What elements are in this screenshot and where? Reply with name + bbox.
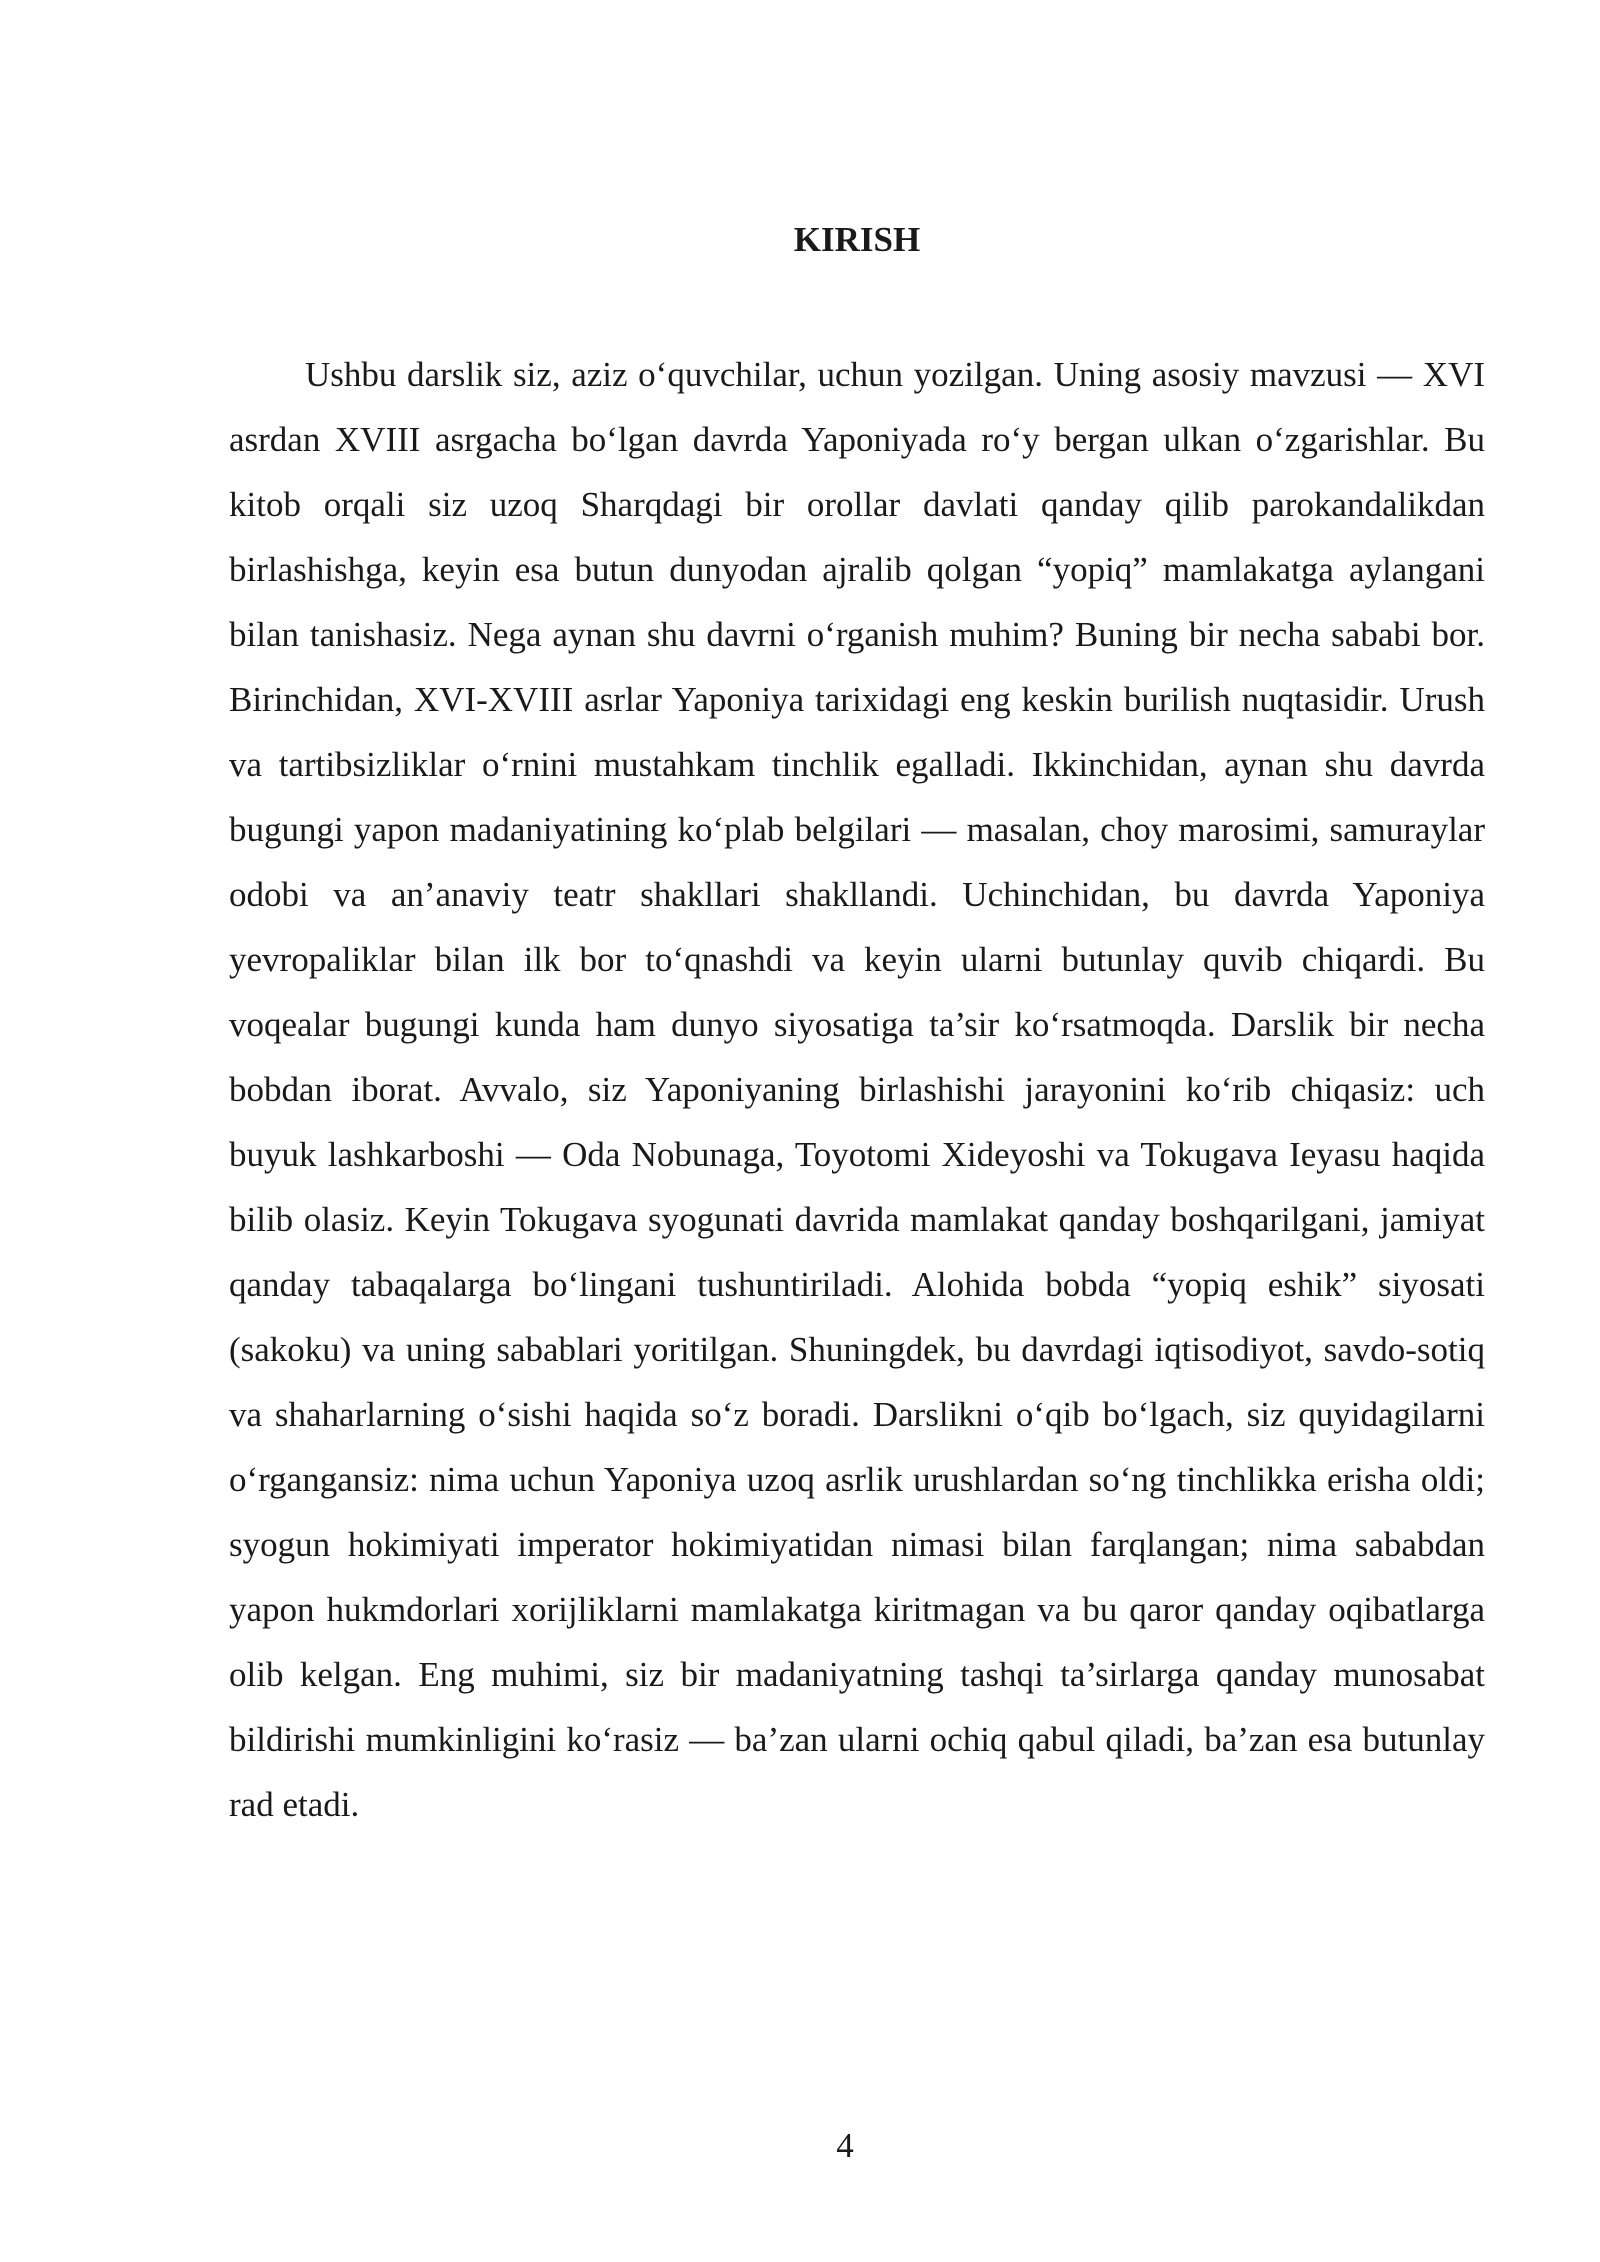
page-title: KIRISH bbox=[793, 220, 921, 259]
page-number: 4 bbox=[836, 2126, 854, 2165]
body-paragraph: Ushbu darslik siz, aziz o‘quvchilar, uchun yozilgan. Uning asosiy mavzusi — XVI asrdan XVIII asrgacha bo‘lgan davrda Yaponiyada ro‘y bergan ulkan o‘zgarishlar. Bu kitob orqali siz uzoq Sharqdagi bir orollar davlati qanday qilib parokandalikdan birlashishga, keyin esa butun dunyodan ajralib qolgan “yopiq” mamlakatga aylangani bilan tanishasiz. Nega aynan shu davrni o‘rganish muhim? Buning bir necha sababi bor. Birinchidan, XVI-XVIII asrlar Yaponiya tarixidagi eng keskin burilish nuqtasidir. Urush va tartibsizliklar o‘rnini mustahkam tinchlik egalladi. Ikkinchidan, aynan shu davrda bugungi yapon madaniyatining ko‘plab belgilari — masalan, choy marosimi, samuraylar odobi va an’anaviy teatr shakllari shakllandi. Uchinchidan, bu davrda Yaponiya yevropaliklar bilan ilk bor to‘qnashdi va keyin ularni butunlay quvib chiqardi. Bu voqealar bugungi kunda ham dunyo siyosatiga ta’sir ko‘rsatmoqda. Darslik bir necha bobdan iborat. Avvalo, siz Yaponiyaning birlashishi jarayonini ko‘rib chiqasiz: uch buyuk lashkarboshi — Oda Nobunaga, Toyotomi Xideyoshi va Tokugava Ieyasu haqida bilib olasiz. Keyin Tokugava syogunati davrida mamlakat qanday boshqarilgani, jamiyat qanday tabaqalarga bo‘lingani tushuntiriladi. Alohida bobda “yopiq eshik” siyosati (sakoku) va uning sabablari yoritilgan. Shuningdek, bu davrdagi iqtisodiyot, savdo-sotiq va shaharlarning o‘sishi haqida so‘z boradi. Darslikni o‘qib bo‘lgach, siz quyidagilarni o‘rgangansiz: nima uchun Yaponiya uzoq asrlik urushlardan so‘ng tinchlikka erisha oldi; syogun hokimiyati imperator hokimiyatidan nimasi bilan farqlangan; nima sababdan yapon hukmdorlari xorijliklarni mamlakatga kiritmagan va bu qaror qanday oqibatlarga olib kelgan. Eng muhimi, siz bir madaniyatning tashqi ta’sirlarga qanday munosabat bildirishi mumkinligini ko‘rasiz — ba’zan ularni ochiq qabul qiladi, ba’zan esa butunlay rad etadi. bbox=[229, 355, 1485, 1824]
